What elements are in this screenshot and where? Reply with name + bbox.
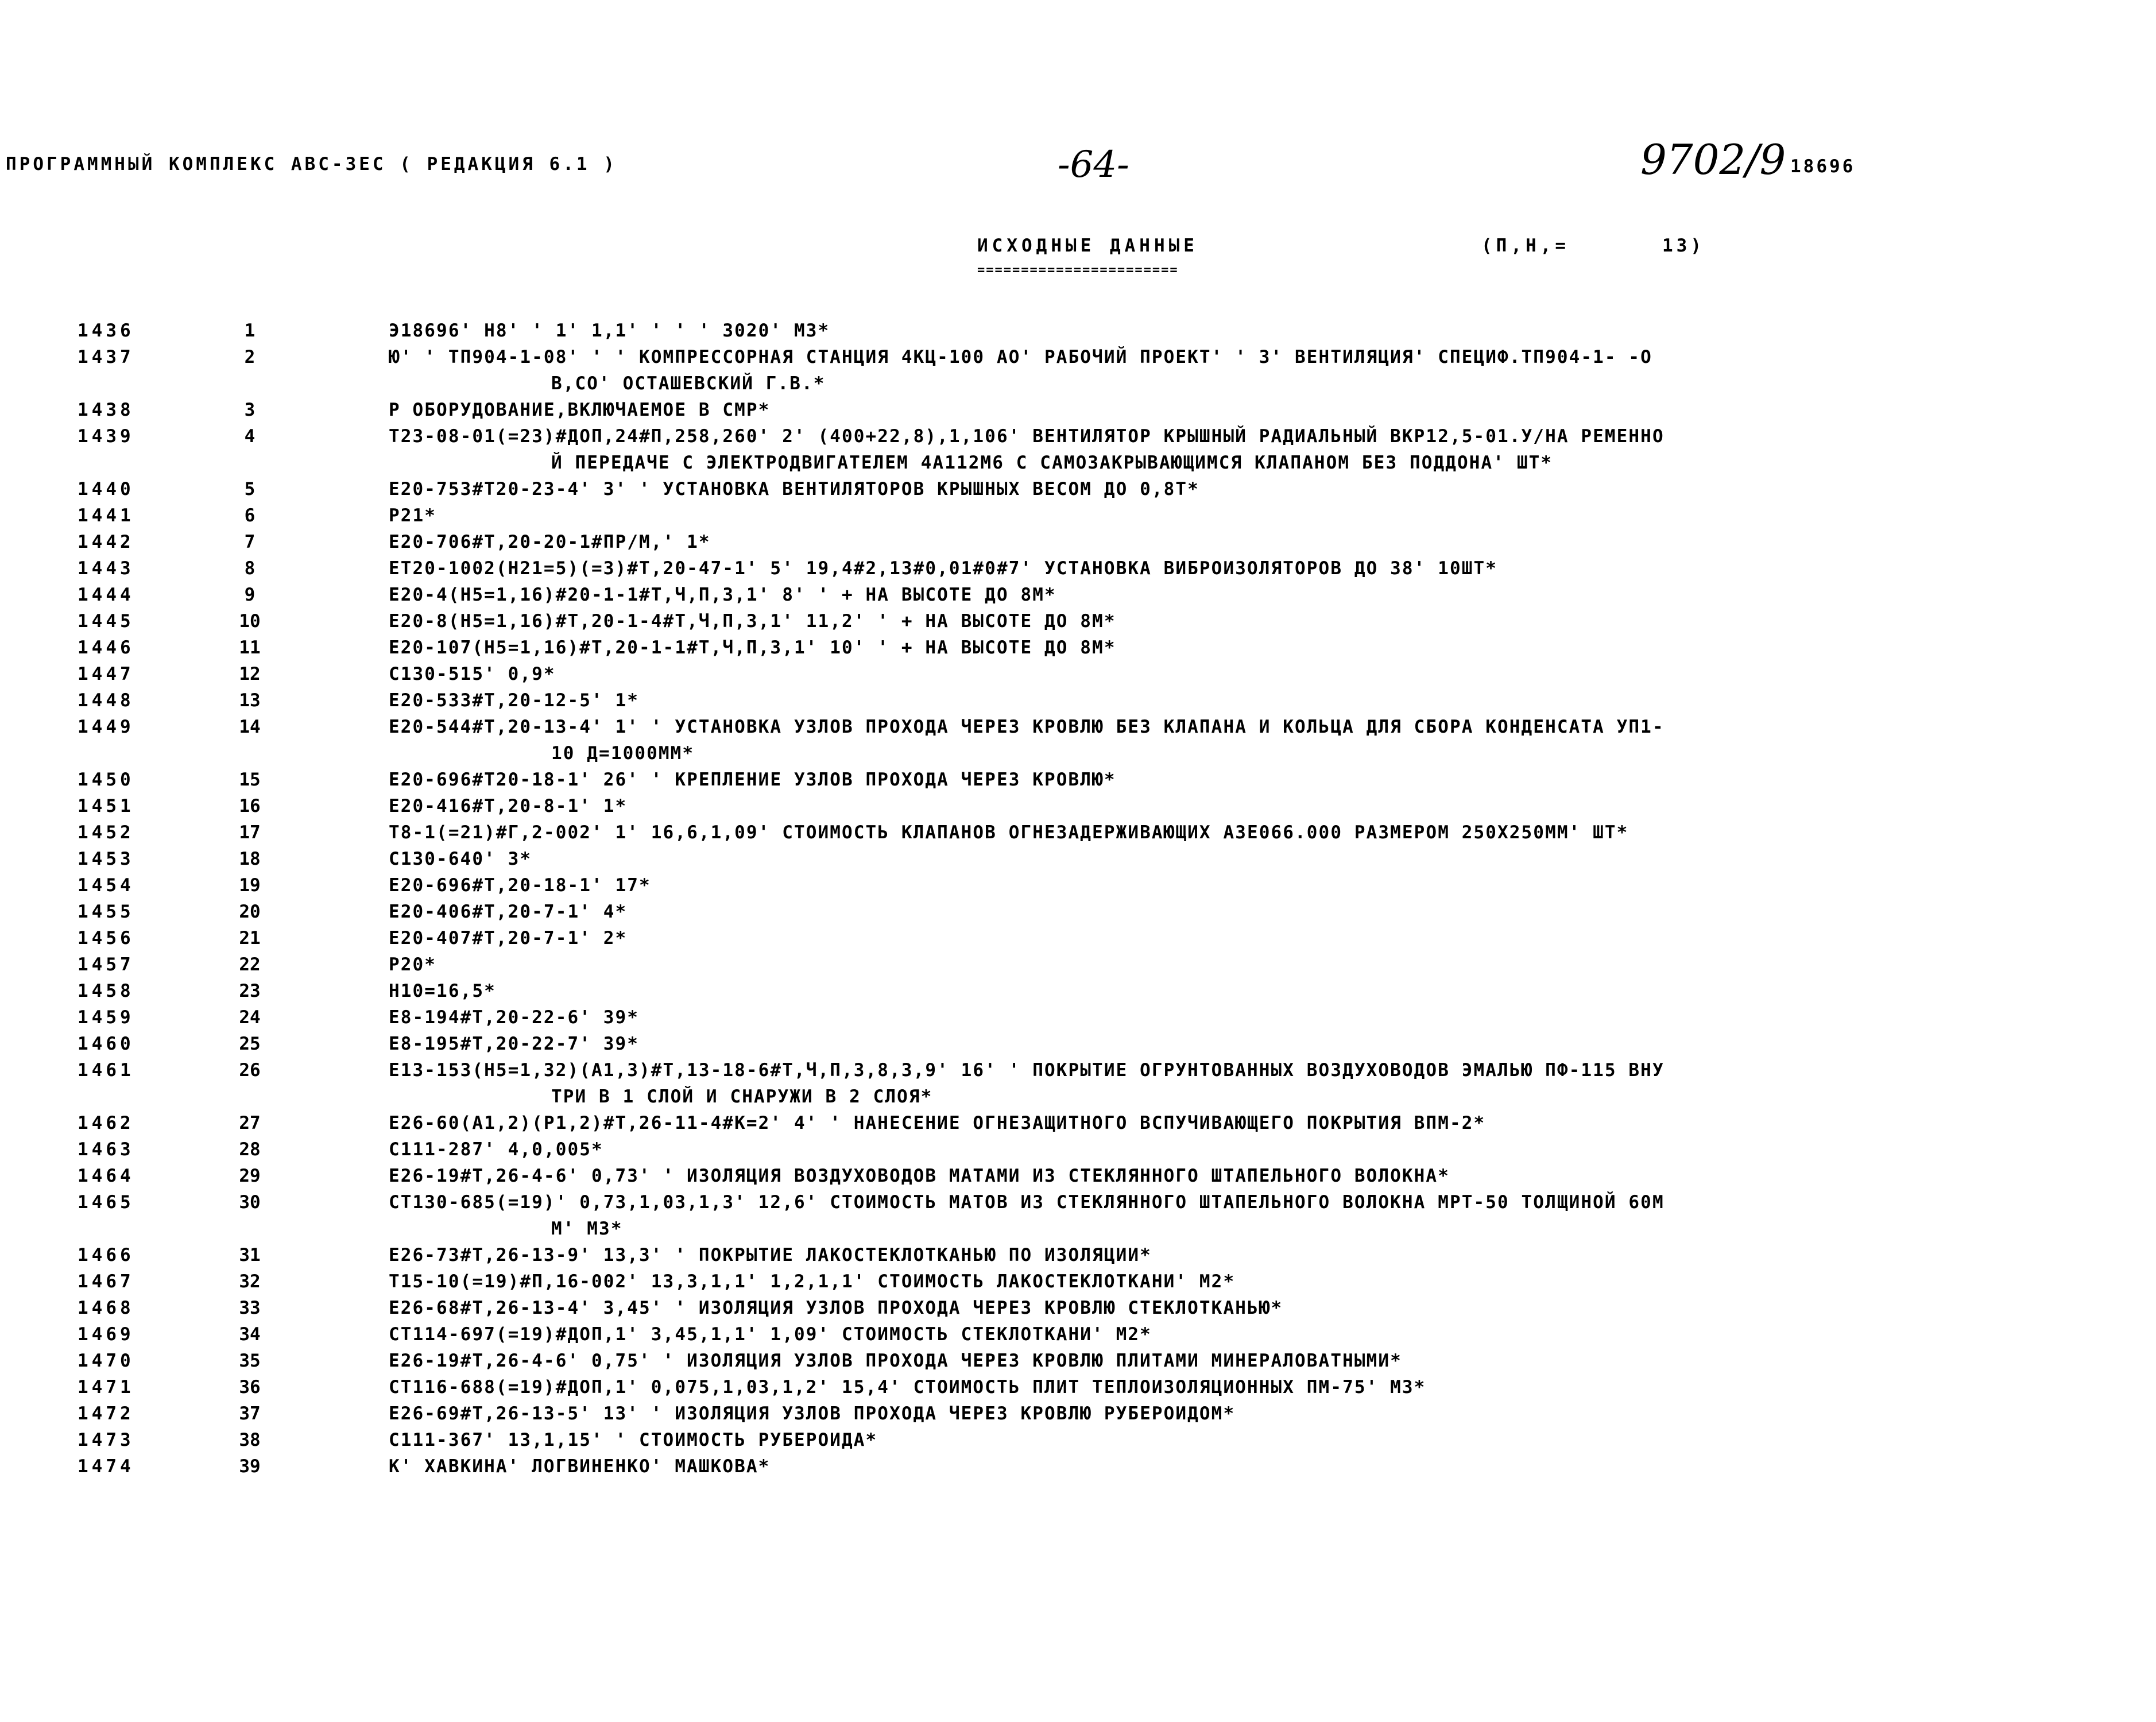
line-number: 1463	[78, 1139, 134, 1160]
line-number: 1450	[78, 769, 134, 790]
record-text-main: Е26-68#Т,26-13-4' 3,45' ' ИЗОЛЯЦИЯ УЗЛОВ ПРОХОДА ЧЕРЕЗ КРОВЛЮ СТЕКЛОТКАНЬЮ*	[389, 1298, 1283, 1318]
record-text-main: ЕТ20-1002(Н21=5)(=3)#Т,20-47-1' 5' 19,4#2,13#0,01#0#7' УСТАНОВКА ВИБРОИЗОЛЯТОРОВ ДО 38' 10ШТ*	[389, 558, 1498, 579]
sequence-number: 34	[239, 1324, 261, 1345]
sequence-number: 22	[239, 954, 261, 975]
record-text-main: Е26-69#Т,26-13-5' 13' ' ИЗОЛЯЦИЯ УЗЛОВ ПРОХОДА ЧЕРЕЗ КРОВЛЮ РУБЕРОИДОМ*	[389, 1403, 1236, 1424]
record-text-main: С130-515' 0,9*	[389, 664, 556, 684]
sequence-number: 26	[239, 1060, 261, 1081]
line-number: 1454	[78, 875, 134, 896]
sequence-number: 39	[239, 1456, 261, 1477]
record-text	[389, 1453, 2117, 1480]
record-text-main: Е20-8(Н5=1,16)#Т,20-1-4#Т,Ч,П,3,1' 11,2' ' + НА ВЫСОТЕ ДО 8М*	[389, 611, 1116, 632]
record-text	[389, 582, 2117, 608]
record-text-main: Е26-19#Т,26-4-6' 0,75' ' ИЗОЛЯЦИЯ УЗЛОВ ПРОХОДА ЧЕРЕЗ КРОВЛЮ ПЛИТАМИ МИНЕРАЛОВАТНЫМИ*	[389, 1350, 1402, 1371]
record-text-main: С130-640' 3*	[389, 849, 532, 869]
sequence-number: 17	[239, 822, 261, 843]
sequence-number: 35	[239, 1350, 261, 1371]
record-text-main: Е20-706#Т,20-20-1#ПР/М,' 1*	[389, 532, 711, 552]
record-text-main: Е20-753#Т20-23-4' 3' ' УСТАНОВКА ВЕНТИЛЯТОРОВ КРЫШНЫХ ВЕСОМ ДО 0,8Т*	[389, 479, 1199, 500]
line-number: 1453	[78, 849, 134, 869]
record-text	[389, 1321, 2117, 1348]
record-text	[389, 423, 2117, 476]
sequence-number: 7	[244, 532, 256, 552]
record-text-main: С111-367' 13,1,15' ' СТОИМОСТЬ РУБЕРОИДА*	[389, 1430, 878, 1450]
record-text-main: Е26-19#Т,26-4-6' 0,73' ' ИЗОЛЯЦИЯ ВОЗДУХОВОДОВ МАТАМИ ИЗ СТЕКЛЯННОГО ШТАПЕЛЬНОГО ВОЛОКНА*	[389, 1166, 1450, 1186]
record-text-main: Е8-194#Т,20-22-6' 39*	[389, 1007, 640, 1028]
record-text	[389, 1057, 2117, 1110]
record-text-main: Е13-153(Н5=1,32)(А1,3)#Т,13-18-6#Т,Ч,П,3,8,3,9' 16' ' ПОКРЫТИЕ ОГРУНТОВАННЫХ ВОЗДУХОВОДОВ ЭМАЛЬЮ ПФ-115 ВНУ	[389, 1060, 1665, 1081]
sequence-number: 9	[244, 585, 256, 605]
line-number: 1459	[78, 1007, 134, 1028]
sequence-number: 19	[239, 875, 261, 896]
record-text	[389, 714, 2117, 767]
section-underline: =======================	[977, 263, 1179, 277]
record-text-main: К' ХАВКИНА' ЛОГВИНЕНКО' МАШКОВА*	[389, 1456, 771, 1477]
line-number: 1456	[78, 928, 134, 949]
sequence-number: 25	[239, 1034, 261, 1054]
line-number: 1461	[78, 1060, 134, 1081]
record-text	[389, 529, 2117, 555]
section-number: 13)	[1662, 235, 1705, 256]
record-text	[389, 608, 2117, 634]
sequence-number: 24	[239, 1007, 261, 1028]
record-text-main: Е20-696#Т20-18-1' 26' ' КРЕПЛЕНИЕ УЗЛОВ ПРОХОДА ЧЕРЕЗ КРОВЛЮ*	[389, 769, 1116, 790]
sequence-number: 2	[244, 347, 256, 367]
sequence-number: 5	[244, 479, 256, 500]
record-text	[389, 1136, 2117, 1163]
line-number: 1445	[78, 611, 134, 632]
line-number: 1474	[78, 1456, 134, 1477]
record-text-main: Т15-10(=19)#П,16-002' 13,3,1,1' 1,2,1,1' СТОИМОСТЬ ЛАКОСТЕКЛОТКАНИ' М2*	[389, 1271, 1236, 1292]
record-text	[389, 502, 2117, 529]
section-title: ИСХОДНЫЕ ДАННЫЕ	[977, 235, 1198, 256]
record-text-continuation: М' М3*	[551, 1218, 623, 1239]
record-text-main: СТ114-697(=19)#ДОП,1' 3,45,1,1' 1,09' СТОИМОСТЬ СТЕКЛОТКАНИ' М2*	[389, 1324, 1152, 1345]
record-text-main: Т8-1(=21)#Г,2-002' 1' 16,6,1,09' СТОИМОСТЬ КЛАПАНОВ ОГНЕЗАДЕРЖИВАЮЩИХ АЗЕ066.000 РАЗМЕРОМ 250Х250ММ' ШТ*	[389, 822, 1629, 843]
line-number: 1452	[78, 822, 134, 843]
record-text-main: Э18696' Н8' ' 1' 1,1' ' ' ' 3020' М3*	[389, 320, 830, 341]
record-text	[389, 555, 2117, 582]
sequence-number: 27	[239, 1113, 261, 1133]
line-number: 1441	[78, 505, 134, 526]
record-text-main: Р ОБОРУДОВАНИЕ,ВКЛЮЧАЕМОЕ В СМР*	[389, 400, 771, 420]
line-number: 1439	[78, 426, 134, 447]
sequence-number: 11	[239, 637, 261, 658]
record-text-main: Е20-406#Т,20-7-1' 4*	[389, 901, 628, 922]
sequence-number: 23	[239, 981, 261, 1001]
sequence-number: 15	[239, 769, 261, 790]
line-number: 1443	[78, 558, 134, 579]
record-text-main: Р20*	[389, 954, 437, 975]
line-number: 1473	[78, 1430, 134, 1450]
record-text-main: Е20-416#Т,20-8-1' 1*	[389, 796, 628, 817]
record-text-main: Н10=16,5*	[389, 981, 496, 1001]
record-text-main: Т23-08-01(=23)#ДОП,24#П,258,260' 2' (400+22,8),1,106' ВЕНТИЛЯТОР КРЫШНЫЙ РАДИАЛЬНЫЙ ВКР12,5-01.У/НА РЕМЕННО	[389, 426, 1665, 447]
record-text	[389, 925, 2117, 951]
record-text	[389, 767, 2117, 793]
record-text	[389, 1427, 2117, 1453]
line-number: 1472	[78, 1403, 134, 1424]
record-text	[389, 978, 2117, 1004]
record-text	[389, 951, 2117, 978]
handwritten-doc-code: 9702/9	[1640, 136, 1786, 184]
sequence-number: 10	[239, 611, 261, 632]
record-text-continuation: В,СО' ОСТАШЕВСКИЙ Г.В.*	[551, 373, 826, 394]
sequence-number: 31	[239, 1245, 261, 1266]
record-text-main: Е20-107(Н5=1,16)#Т,20-1-1#Т,Ч,П,3,1' 10' ' + НА ВЫСОТЕ ДО 8М*	[389, 637, 1116, 658]
line-number: 1448	[78, 690, 134, 711]
record-text-main: Е20-544#Т,20-13-4' 1' ' УСТАНОВКА УЗЛОВ ПРОХОДА ЧЕРЕЗ КРОВЛЮ БЕЗ КЛАПАНА И КОЛЬЦА ДЛЯ СБОРА КОНДЕНСАТА УП1-	[389, 717, 1665, 737]
record-text	[389, 1163, 2117, 1189]
line-number: 1469	[78, 1324, 134, 1345]
line-number: 1470	[78, 1350, 134, 1371]
record-text-main: Е8-195#Т,20-22-7' 39*	[389, 1034, 640, 1054]
sequence-number: 13	[239, 690, 261, 711]
line-number: 1444	[78, 585, 134, 605]
record-text-main: СТ130-685(=19)' 0,73,1,03,1,3' 12,6' СТОИМОСТЬ МАТОВ ИЗ СТЕКЛЯННОГО ШТАПЕЛЬНОГО ВОЛОКНА МРТ-50 ТОЛЩИНОЙ 60М	[389, 1192, 1665, 1213]
line-number: 1438	[78, 400, 134, 420]
sequence-number: 28	[239, 1139, 261, 1160]
sequence-number: 21	[239, 928, 261, 949]
record-text	[389, 872, 2117, 899]
sequence-number: 36	[239, 1377, 261, 1398]
record-text	[389, 1295, 2117, 1321]
line-number: 1468	[78, 1298, 134, 1318]
record-text	[389, 793, 2117, 819]
line-number: 1464	[78, 1166, 134, 1186]
page-number: -64-	[1058, 144, 1129, 186]
record-text	[389, 1374, 2117, 1400]
line-number: 1449	[78, 717, 134, 737]
record-text	[389, 634, 2117, 661]
record-text	[389, 1268, 2117, 1295]
line-number: 1467	[78, 1271, 134, 1292]
line-number: 1455	[78, 901, 134, 922]
line-number: 1440	[78, 479, 134, 500]
sequence-number: 18	[239, 849, 261, 869]
sequence-number: 20	[239, 901, 261, 922]
record-text-main: Е20-533#Т,20-12-5' 1*	[389, 690, 640, 711]
line-number: 1457	[78, 954, 134, 975]
record-text	[389, 318, 2117, 344]
sequence-number: 37	[239, 1403, 261, 1424]
sequence-number: 30	[239, 1192, 261, 1213]
line-number: 1437	[78, 347, 134, 367]
record-text-continuation: Й ПЕРЕДАЧЕ С ЭЛЕКТРОДВИГАТЕЛЕМ 4А112М6 С САМОЗАКРЫВАЮЩИМСЯ КЛАПАНОМ БЕЗ ПОДДОНА' ШТ*	[551, 452, 1553, 473]
line-number: 1451	[78, 796, 134, 817]
sequence-number: 16	[239, 796, 261, 817]
record-text-main: Е20-4(Н5=1,16)#20-1-1#Т,Ч,П,3,1' 8' ' + НА ВЫСОТЕ ДО 8М*	[389, 585, 1056, 605]
record-text-main: С111-287' 4,0,005*	[389, 1139, 603, 1160]
record-text-continuation: ТРИ В 1 СЛОЙ И СНАРУЖИ В 2 СЛОЯ*	[551, 1086, 933, 1107]
line-number: 1460	[78, 1034, 134, 1054]
record-text-main: Р21*	[389, 505, 437, 526]
line-number: 1466	[78, 1245, 134, 1266]
sequence-number: 33	[239, 1298, 261, 1318]
sequence-number: 12	[239, 664, 261, 684]
sequence-number: 29	[239, 1166, 261, 1186]
record-text-main: Е26-73#Т,26-13-9' 13,3' ' ПОКРЫТИЕ ЛАКОСТЕКЛОТКАНЬЮ ПО ИЗОЛЯЦИИ*	[389, 1245, 1152, 1266]
record-text-continuation: 10 Д=1000ММ*	[551, 743, 695, 764]
line-number: 1447	[78, 664, 134, 684]
record-text	[389, 1242, 2117, 1268]
record-text	[389, 1189, 2117, 1242]
sequence-number: 4	[244, 426, 256, 447]
sequence-number: 3	[244, 400, 256, 420]
record-text	[389, 397, 2117, 423]
record-text	[389, 344, 2117, 397]
record-text	[389, 1110, 2117, 1136]
line-number: 1446	[78, 637, 134, 658]
record-text	[389, 819, 2117, 846]
record-text	[389, 687, 2117, 714]
record-text	[389, 661, 2117, 687]
line-number: 1462	[78, 1113, 134, 1133]
sequence-number: 8	[244, 558, 256, 579]
record-text-main: Е20-696#Т,20-18-1' 17*	[389, 875, 651, 896]
record-text	[389, 476, 2117, 502]
record-text	[389, 899, 2117, 925]
line-number: 1458	[78, 981, 134, 1001]
record-text-main: Е20-407#Т,20-7-1' 2*	[389, 928, 628, 949]
line-number: 1436	[78, 320, 134, 341]
record-text	[389, 1031, 2117, 1057]
record-text	[389, 1400, 2117, 1427]
line-number: 1471	[78, 1377, 134, 1398]
line-number: 1442	[78, 532, 134, 552]
sequence-number: 38	[239, 1430, 261, 1450]
line-number: 1465	[78, 1192, 134, 1213]
section-ref: (П,Н,=	[1481, 235, 1570, 256]
record-text	[389, 846, 2117, 872]
sequence-number: 14	[239, 717, 261, 737]
record-text-main: Ю' ' ТП904-1-08' ' ' КОМПРЕССОРНАЯ СТАНЦИЯ 4КЦ-100 АО' РАБОЧИЙ ПРОЕКТ' ' 3' ВЕНТИЛЯЦИЯ' СПЕЦИФ.ТП904-1- -О	[389, 347, 1652, 367]
record-text-main: Е26-60(А1,2)(Р1,2)#Т,26-11-4#К=2' 4' ' НАНЕСЕНИЕ ОГНЕЗАЩИТНОГО ВСПУЧИВАЮЩЕГО ПОКРЫТИЯ ВПМ-2*	[389, 1113, 1486, 1133]
record-text-main: СТ116-688(=19)#ДОП,1' 0,075,1,03,1,2' 15,4' СТОИМОСТЬ ПЛИТ ТЕПЛОИЗОЛЯЦИОННЫХ ПМ-75' М3*	[389, 1377, 1426, 1398]
sequence-number: 1	[244, 320, 256, 341]
sequence-number: 6	[244, 505, 256, 526]
program-title: ПРОГРАММНЫЙ КОМПЛЕКС АВС-3ЕС ( РЕДАКЦИЯ 6.1 )	[6, 154, 617, 175]
record-text	[389, 1004, 2117, 1031]
record-text	[389, 1348, 2117, 1374]
doc-id: 18696	[1790, 156, 1856, 177]
sequence-number: 32	[239, 1271, 261, 1292]
